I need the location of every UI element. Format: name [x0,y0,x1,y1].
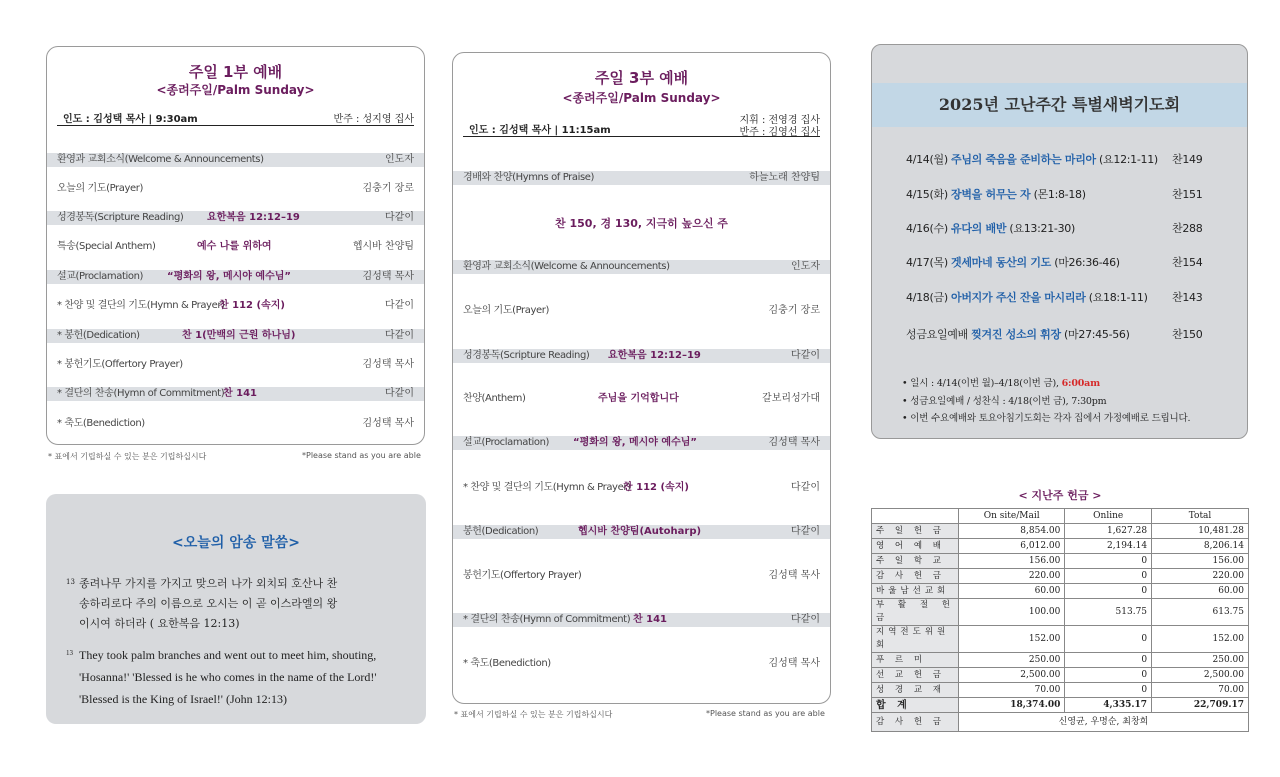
order-item-label: 설교(Proclamation) [57,271,144,282]
order-item-label: 환영과 교회소식(Welcome & Announcements) [463,261,670,272]
offering-amount: 8,206.14 [1152,539,1249,554]
offering-row [872,668,1249,683]
prayer-topic: 겟세마네 동산의 기도 [951,256,1052,269]
service3-accompanist: 반주 : 김영선 집사 [739,127,820,138]
order-item-label: 오늘의 기도(Prayer) [57,183,143,194]
offering-amount: 152.00 [1152,626,1249,653]
order-item-detail: 찬 112 (속지) [623,482,689,493]
offering-amount: 0 [1065,683,1152,698]
order-item-label: * 축도(Benediction) [57,418,145,429]
service3-note-en: *Please stand as you are able [706,709,825,718]
order-item-detail: 찬 141 [633,614,668,625]
order-item-label: * 봉헌기도(Offertory Prayer) [57,359,183,370]
order-item-leader: 다같이 [385,300,414,311]
prayer-hymn: 찬143 [1172,291,1203,304]
order-item-detail: 예수 나를 위하여 [197,241,272,252]
service3-card [452,52,831,704]
verse-number: 13 [66,578,75,586]
divider [57,125,414,126]
order-row [47,417,424,431]
offering-header: Online [1065,509,1152,524]
offering-thanks-names: 신영균, 우명순, 최창희 [959,713,1249,732]
order-row [453,481,830,495]
offering-amount: 250.00 [959,653,1065,668]
prayer-date: 성금요일예배 [906,328,968,341]
service3-title: 주일 3부 예배 [594,69,689,87]
order-item-leader: 다같이 [791,526,820,537]
service1-title: 주일 1부 예배 [188,63,283,81]
offering-title: < 지난주 헌금 > [1018,489,1102,502]
offering-category: 영 어 예 배 [872,539,959,554]
prayer-topic: 유다의 배반 [951,222,1007,235]
prayer-ref: (요12:1-11) [1099,153,1158,166]
en-line: 'Blessed is the King of Israel!' (John 12:13) [79,692,287,706]
prayer-note-time: 6:00am [1061,378,1100,389]
order-item-leader: 헵시바 찬양팀 [352,241,414,252]
order-row [47,387,424,401]
offering-total-amount: 22,709.17 [1152,698,1249,713]
order-item-label: * 축도(Benediction) [463,658,551,669]
order-item-label: * 봉헌(Dedication) [57,330,140,341]
prayer-hymn: 찬151 [1172,188,1203,201]
order-row [47,153,424,167]
offering-amount: 10,481.28 [1152,524,1249,539]
offering-row [872,569,1249,584]
offering-thanks-label: 감 사 헌 금 [872,713,959,732]
order-item-detail: 요한복음 12:12–19 [608,350,701,361]
order-item-leader: 하늘노래 찬양팀 [749,172,820,183]
order-item-label: 오늘의 기도(Prayer) [463,305,549,316]
offering-amount: 0 [1065,653,1152,668]
prayer-ref: (마26:36-46) [1054,256,1120,269]
order-item-leader: 다같이 [385,388,414,399]
order-item-leader: 김성택 목사 [768,658,820,669]
offering-amount: 513.75 [1065,599,1152,626]
offering-header [872,509,959,524]
offering-row [872,653,1249,668]
offering-total-row [872,698,1249,713]
prayer-topic: 아버지가 주신 잔을 마시리라 [951,291,1086,304]
service3-conductor: 지휘 : 전영경 집사 [739,115,820,126]
offering-total-amount: 18,374.00 [959,698,1065,713]
offering-total-label: 합 계 [872,698,959,713]
prayer-ref: (마27:45-56) [1064,328,1130,341]
order-item-label: 봉헌기도(Offertory Prayer) [463,570,582,581]
offering-amount: 8,854.00 [959,524,1065,539]
order-item-label: * 결단의 찬송(Hymn of Commitment) [463,614,631,625]
prayer-topic: 장벽을 허무는 자 [951,188,1031,201]
prayer-item [906,254,1203,270]
offering-header: On site/Mail [959,509,1065,524]
praise-songs: 찬 150, 경 130, 지극히 높으신 주 [555,217,728,230]
offering-amount: 156.00 [959,554,1065,569]
verse-number: 13 [66,649,73,657]
offering-amount: 0 [1065,584,1152,599]
prayer-hymn: 찬150 [1172,328,1203,341]
offering-thanks-row [872,713,1249,732]
service3-note-kr: * 표에서 기립하실 수 있는 분은 기립하십시다 [454,710,613,719]
offering-row [872,683,1249,698]
prayer-topic: 주님의 죽음을 준비하는 마리아 [951,153,1096,166]
order-row [453,657,830,671]
memory-verse-title: <오늘의 암송 말씀> [172,535,300,551]
offering-amount: 220.00 [959,569,1065,584]
order-row [453,171,830,185]
order-item-leader: 김성택 목사 [768,570,820,581]
offering-amount: 0 [1065,569,1152,584]
offering-category: 지역전도위원회 [872,626,959,653]
order-item-label: 봉헌(Dedication) [463,526,539,537]
prayer-meeting-box [871,44,1248,439]
prayer-topic: 찢겨진 성소의 휘장 [971,328,1061,341]
prayer-item [906,186,1203,202]
offering-category: 주 일 학 교 [872,554,959,569]
prayer-date: 4/17(목) [906,256,948,269]
prayer-note-dates-text: • 일시 : 4/14(이번 월)–4/18(이번 금), [902,378,1062,389]
memory-verse-box [46,494,426,724]
offering-amount: 250.00 [1152,653,1249,668]
order-item-leader: 김성택 목사 [768,437,820,448]
service1-accompanist: 반주 : 성지영 집사 [333,114,414,125]
order-item-leader: 인도자 [791,261,820,272]
service1-note-en: *Please stand as you are able [302,451,421,460]
order-item-leader: 김충기 장로 [768,305,820,316]
offering-header-row [872,509,1249,524]
offering-amount: 70.00 [959,683,1065,698]
kr-line: 이시여 하더라 ( 요한복음 12:13) [79,617,240,630]
prayer-date: 4/18(금) [906,291,948,304]
order-item-label: 설교(Proclamation) [463,437,550,448]
prayer-note-dates [902,375,1100,389]
en-line: They took palm branches and went out to meet him, shouting, [79,648,377,662]
offering-total-amount: 4,335.17 [1065,698,1152,713]
order-row [47,270,424,284]
order-item-leader: 김성택 목사 [362,359,414,370]
prayer-meeting-title: 2025년 고난주간 특별새벽기도회 [872,83,1247,127]
offering-amount: 70.00 [1152,683,1249,698]
service1-subtitle: <종려주일/Palm Sunday> [156,83,315,97]
divider [463,136,820,137]
order-item-label: 환영과 교회소식(Welcome & Announcements) [57,154,264,165]
order-row [453,569,830,583]
order-item-leader: 다같이 [791,350,820,361]
offering-category: 바울남선교회 [872,584,959,599]
offering-table [871,508,1249,732]
prayer-hymn: 찬288 [1172,222,1203,235]
offering-category: 부 활 절 헌 금 [872,599,959,626]
offering-row [872,626,1249,653]
order-item-detail: 찬 141 [223,388,258,399]
order-item-detail: 찬 112 (속지) [219,300,285,311]
order-item-leader: 다같이 [791,614,820,625]
order-item-leader: 인도자 [385,154,414,165]
prayer-ref: (요13:21-30) [1009,222,1075,235]
offering-amount: 2,500.00 [959,668,1065,683]
offering-category: 푸 르 미 [872,653,959,668]
offering-row [872,554,1249,569]
prayer-hymn: 찬154 [1172,256,1203,269]
order-item-leader: 다같이 [385,212,414,223]
service1-card [46,46,425,445]
prayer-hymn: 찬149 [1172,153,1203,166]
prayer-date: 4/15(화) [906,188,948,201]
prayer-ref: (요18:1-11) [1088,291,1148,304]
offering-amount: 0 [1065,626,1152,653]
order-row [453,613,830,627]
order-item-label: 성경봉독(Scripture Reading) [57,212,184,223]
order-row [453,260,830,274]
offering-amount: 0 [1065,668,1152,683]
order-item-leader: 갈보리성가대 [762,393,820,404]
order-item-label: * 찬양 및 결단의 기도(Hymn & Prayer) [463,482,631,493]
order-item-detail: 헵시바 찬양팀(Autoharp) [578,526,702,537]
offering-amount: 0 [1065,554,1152,569]
order-row [47,329,424,343]
order-item-leader: 김충기 장로 [362,183,414,194]
order-item-leader: 김성택 목사 [362,418,414,429]
order-row [47,299,424,313]
offering-row [872,539,1249,554]
order-row [47,358,424,372]
prayer-item [906,289,1203,305]
order-item-label: 특송(Special Anthem) [57,241,156,252]
order-item-detail: 찬 1(만백의 근원 하나님) [182,330,296,341]
prayer-item [906,220,1203,236]
prayer-ref: (몬1:8-18) [1033,188,1086,201]
offering-amount: 100.00 [959,599,1065,626]
order-item-label: * 결단의 찬송(Hymn of Commitment) [57,388,225,399]
order-item-detail: “평화의 왕, 메시야 예수님” [167,271,291,282]
order-item-leader: 다같이 [791,482,820,493]
offering-category: 감 사 헌 금 [872,569,959,584]
offering-amount: 156.00 [1152,554,1249,569]
prayer-note-good-friday: • 성금요일예배 / 성찬식 : 4/18(이번 금), 7:30pm [902,396,1107,407]
order-row [47,240,424,254]
offering-amount: 2,500.00 [1152,668,1249,683]
memory-verse-korean [66,574,416,634]
order-item-label: 경배와 찬양(Hymns of Praise) [463,172,595,183]
order-item-detail: 주님을 기억합니다 [598,393,679,404]
order-row [453,525,830,539]
offering-category: 주 일 헌 금 [872,524,959,539]
order-row [47,211,424,225]
prayer-note-home-worship: • 이번 수요예배와 토요아침기도회는 각자 집에서 가정예배로 드립니다. [902,413,1191,424]
order-row [453,349,830,363]
prayer-item [906,151,1203,167]
order-row [453,392,830,406]
offering-row [872,584,1249,599]
service1-note-kr: * 표에서 기립하실 수 있는 분은 기립하십시다 [48,452,207,461]
offering-amount: 2,194.14 [1065,539,1152,554]
service3-leader: 인도 : 김성택 목사 | 11:15am [469,125,611,136]
offering-amount: 613.75 [1152,599,1249,626]
offering-row [872,524,1249,539]
order-row [453,304,830,318]
order-item-label: * 찬양 및 결단의 기도(Hymn & Prayer) [57,300,225,311]
order-row [47,182,424,196]
offering-amount: 1,627.28 [1065,524,1152,539]
order-item-detail: “평화의 왕, 메시야 예수님” [573,437,697,448]
offering-amount: 152.00 [959,626,1065,653]
kr-line: 송하리로다 주의 이름으로 오시는 이 곧 이스라엘의 왕 [79,597,338,610]
order-item-label: 찬양(Anthem) [463,393,526,404]
offering-amount: 220.00 [1152,569,1249,584]
order-row [453,436,830,450]
order-item-label: 성경봉독(Scripture Reading) [463,350,590,361]
offering-amount: 60.00 [959,584,1065,599]
prayer-item [906,326,1203,342]
kr-line: 종려나무 가지를 가지고 맞으러 나가 외치되 호산나 찬 [79,577,338,590]
offering-category: 선 교 헌 금 [872,668,959,683]
offering-header: Total [1152,509,1249,524]
en-line: 'Hosanna!' 'Blessed is he who comes in the name of the Lord!' [79,670,377,684]
order-item-leader: 다같이 [385,330,414,341]
service3-subtitle: <종려주일/Palm Sunday> [562,91,721,105]
offering-category: 성 경 교 재 [872,683,959,698]
memory-verse-english [66,644,421,710]
offering-row [872,599,1249,626]
prayer-date: 4/14(월) [906,153,948,166]
service1-leader: 인도 : 김성택 목사 | 9:30am [63,114,198,125]
order-item-detail: 요한복음 12:12–19 [207,212,300,223]
offering-amount: 6,012.00 [959,539,1065,554]
offering-amount: 60.00 [1152,584,1249,599]
prayer-date: 4/16(수) [906,222,948,235]
order-item-leader: 김성택 목사 [362,271,414,282]
